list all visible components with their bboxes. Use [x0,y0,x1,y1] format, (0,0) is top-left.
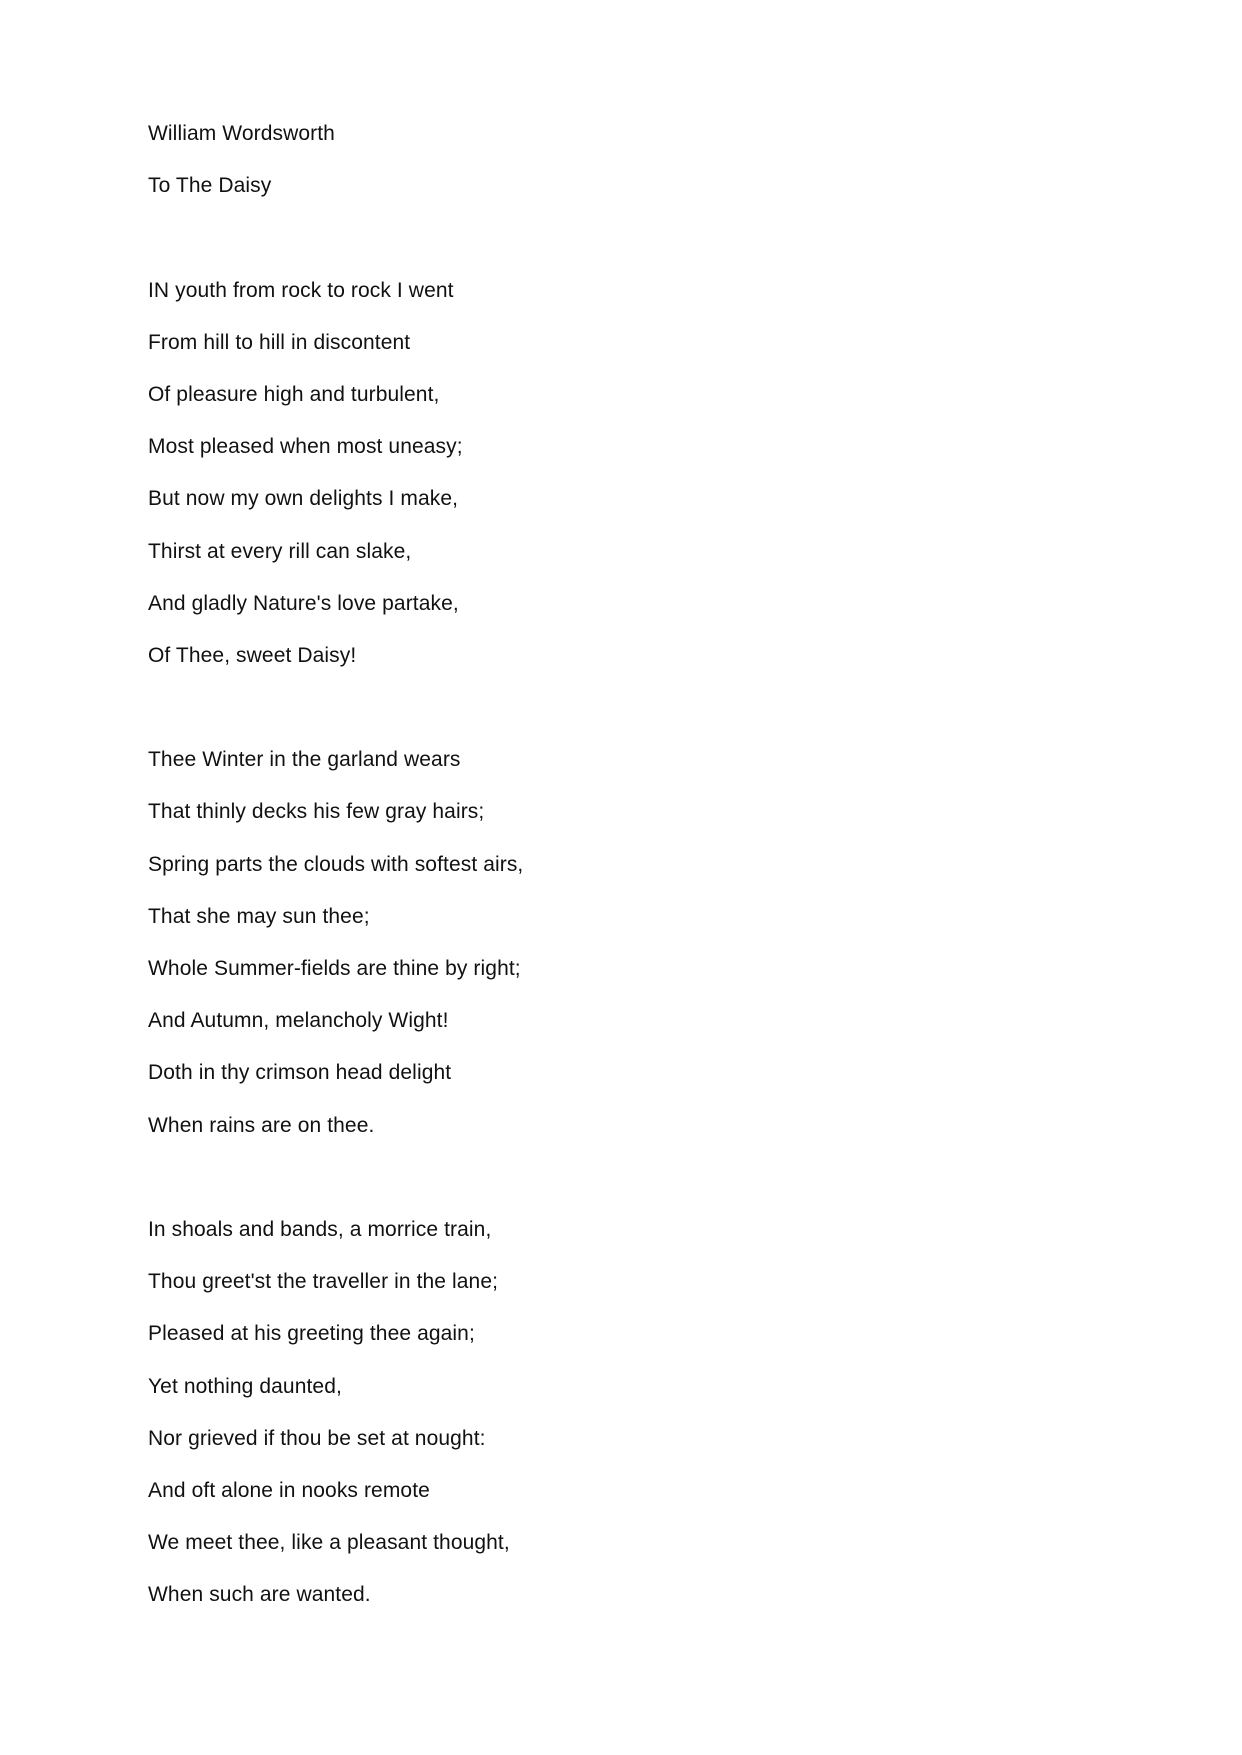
poem-line: Thou greet'st the traveller in the lane; [148,1270,499,1294]
poem-line: When rains are on thee. [148,1113,375,1137]
author-name: William Wordsworth [148,122,335,145]
stanza-2 [148,734,1148,1152]
poem-line: Thee Winter in the garland wears [148,748,461,772]
poem-title: To The Daisy [148,174,272,198]
stanza-3 [148,1204,1148,1622]
poem-line: Whole Summer-fields are thine by right; [148,957,521,980]
spacer [148,1152,1148,1204]
poem-line: That she may sun thee; [148,904,370,928]
spacer [148,212,1148,264]
poem-line: And Autumn, melancholy Wight! [148,1009,449,1033]
poem-body [148,108,1148,1621]
poem-line: Yet nothing daunted, [148,1374,342,1398]
poem-line: From hill to hill in discontent [148,330,411,354]
poem-line: And gladly Nature's love partake, [148,591,459,615]
poem-line: When such are wanted. [148,1583,371,1607]
poem-line: In shoals and bands, a morrice train, [148,1217,492,1241]
poem-line: Of pleasure high and turbulent, [148,382,440,406]
poem-line: Nor grieved if thou be set at nought: [148,1426,486,1450]
poem-line: Thirst at every rill can slake, [148,539,412,563]
poem-line: Of Thee, sweet Daisy! [148,643,357,667]
poem-line: Most pleased when most uneasy; [148,435,463,459]
poem-line: And oft alone in nooks remote [148,1478,430,1502]
poem-line: We meet thee, like a pleasant thought, [148,1531,510,1555]
spacer [148,682,1148,734]
poem-line: IN youth from rock to rock I went [148,278,454,302]
poem-line: But now my own delights I make, [148,487,459,511]
poem-line: That thinly decks his few gray hairs; [148,800,485,824]
stanza-1 [148,265,1148,683]
poem-line: Pleased at his greeting thee again; [148,1322,475,1346]
poem-line: Spring parts the clouds with softest airs, [148,852,524,876]
poem-line: Doth in thy crimson head delight [148,1061,452,1085]
